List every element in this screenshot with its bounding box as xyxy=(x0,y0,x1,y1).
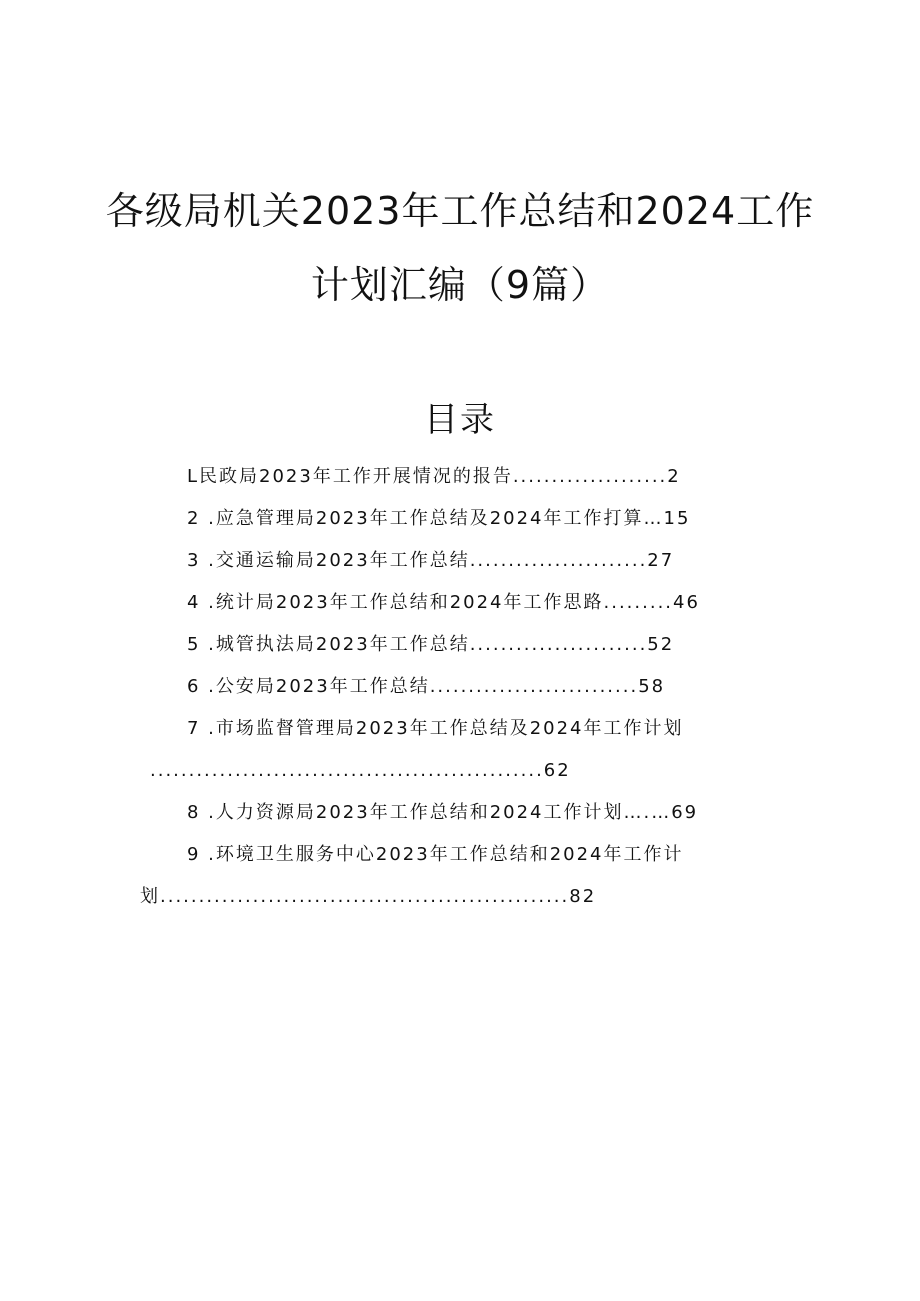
toc-entry-7-continuation[interactable]: ...................................................62 xyxy=(150,760,571,781)
toc-entry-8[interactable]: 8 .人力资源局2023年工作总结和2024工作计划….…69 xyxy=(187,802,699,823)
document-title-line-1: 各级局机关2023年工作总结和2024工作 xyxy=(105,189,815,233)
toc-entry-3[interactable]: 3 .交通运输局2023年工作总结.......................27 xyxy=(187,550,675,571)
toc-entry-6[interactable]: 6 .公安局2023年工作总结...........................58 xyxy=(187,676,666,697)
toc-entry-7[interactable]: 7 .市场监督管理局2023年工作总结及2024年工作计划 xyxy=(187,718,684,739)
toc-entry-5[interactable]: 5 .城管执法局2023年工作总结.......................52 xyxy=(187,634,675,655)
toc-entry-2[interactable]: 2 .应急管理局2023年工作总结及2024年工作打算…15 xyxy=(187,508,691,529)
toc-entry-1[interactable]: L民政局2023年工作开展情况的报告....................2 xyxy=(187,466,681,487)
toc-entry-9-continuation[interactable]: 划.....................................................82 xyxy=(140,886,597,907)
toc-entry-9[interactable]: 9 .环境卫生服务中心2023年工作总结和2024年工作计 xyxy=(187,844,684,865)
toc-heading: 目录 xyxy=(424,400,496,440)
document-title-line-2: 计划汇编（9篇） xyxy=(310,263,610,307)
toc-entry-4[interactable]: 4 .统计局2023年工作总结和2024年工作思路.........46 xyxy=(187,592,700,613)
